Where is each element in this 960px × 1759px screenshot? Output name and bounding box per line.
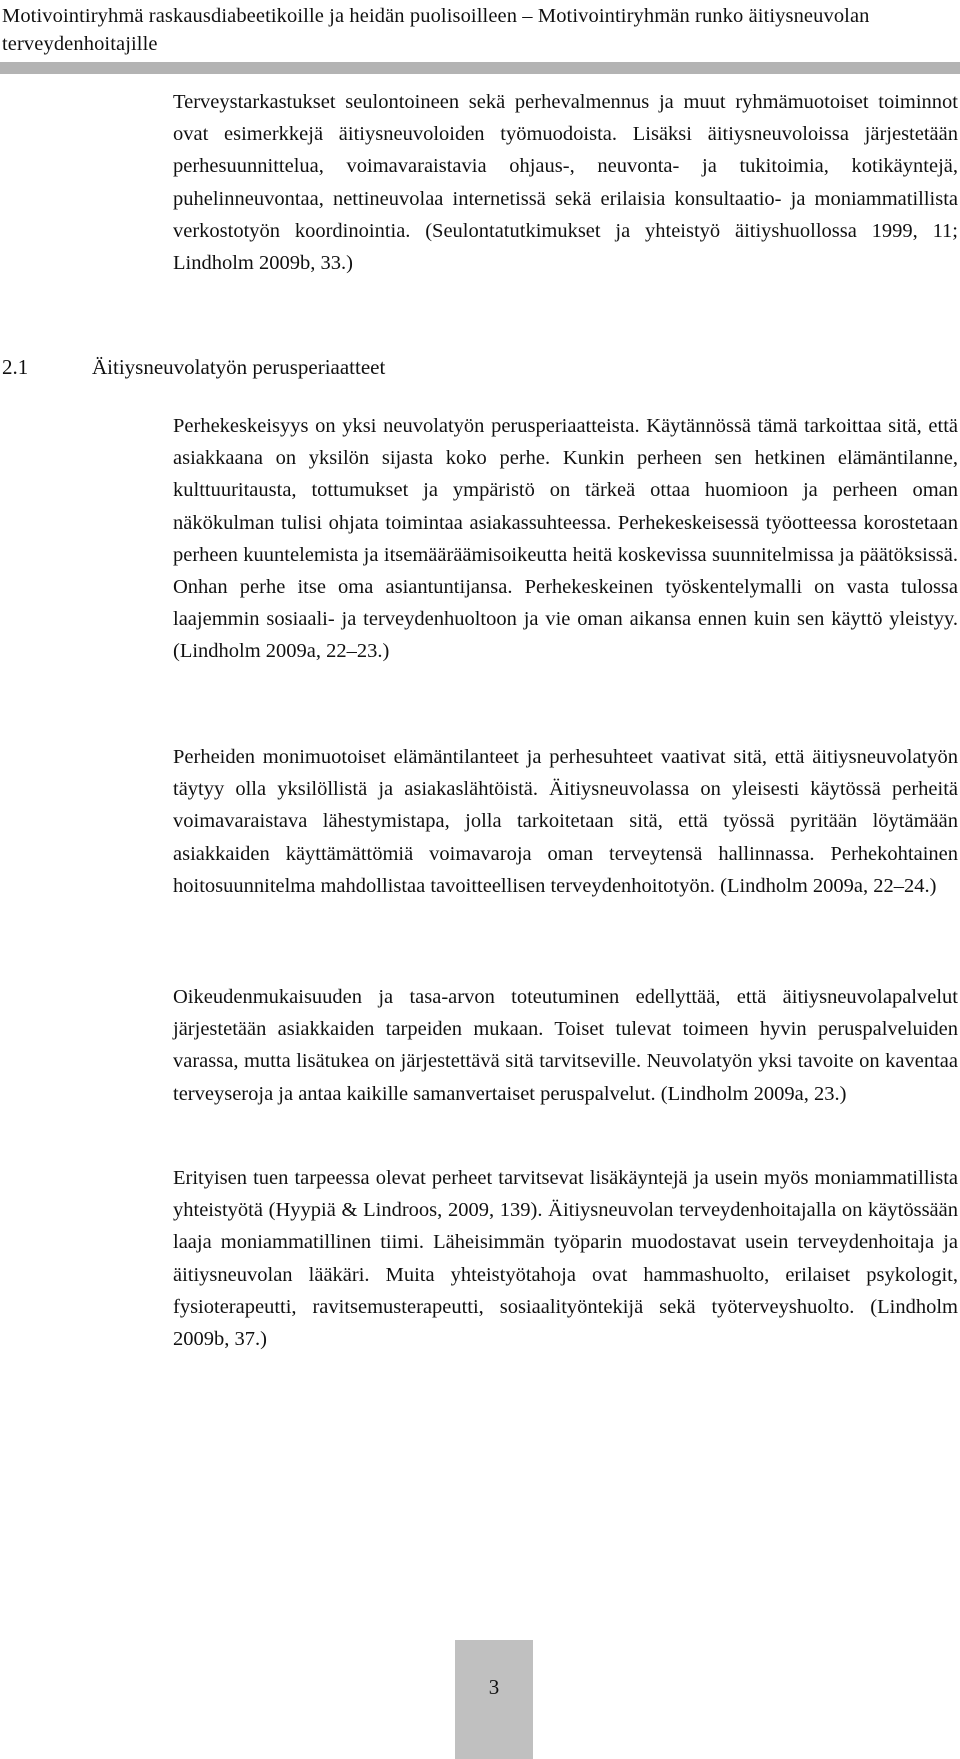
paragraph-4-block (173, 1162, 958, 1355)
intro-block (173, 86, 958, 279)
running-title: Motivointiryhmä raskausdiabeetikoille ja heidän puolisoilleen – Motivointiryhmän runko äitiysneuvolan terveydenhoitajille (2, 5, 870, 55)
paragraph: Oikeudenmukaisuuden ja tasa-arvon toteutuminen edellyttää, että äitiysneuvolapalvelut järjestetään asiakkaiden tarpeiden mukaan. Toiset tulevat toimeen hyvin peruspalveluiden varassa, mutta lisätukea on järjestettävä sitä tarvitseville. Neuvolatyön yksi tavoite on kaventaa terveyseroja ja antaa kaikille samanvertaiset peruspalvelut. (Lindholm 2009a, 23.) (173, 986, 958, 1105)
intro-paragraph: Terveystarkastukset seulontoineen sekä perhevalmennus ja muut ryhmämuotoiset toiminnot ovat esimerkkejä äitiysneuvoloiden työmuodoista. Lisäksi äitiysneuvoloissa järjestetään perhesuunnittelua, voimavaraistavia ohjaus-, neuvonta- ja tukitoimia, kotikäyntejä, puhelinneuvontaa, nettineuvolaa internetissä sekä erilaisia konsultaatio- ja moniammatillista verkostotyön koordinointia. (Seulontatutkimukset ja yhteistyö äitiyshuollossa 1999, 11; Lindholm 2009b, 33.) (173, 91, 958, 275)
paragraph-3-block (173, 981, 958, 1110)
paragraph: Erityisen tuen tarpeessa olevat perheet tarvitsevat lisäkäyntejä ja usein myös moniammatillista yhteistyötä (Hyypiä & Lindroos, 2009, 139). Äitiysneuvolan terveydenhoitajalla on käytössään laaja moniammatillinen tiimi. Läheisimmän työparin muodostavat usein terveydenhoitaja ja äitiysneuvolan lääkäri. Muita yhteistyötahoja ovat hammashuolto, erilaiset psykologit, fysioterapeutti, ravitsemusterapeutti, sosiaalityöntekijä sekä työterveyshuolto. (Lindholm 2009b, 37.) (173, 1167, 958, 1351)
section-number: 2.1 (2, 355, 29, 379)
paragraph-1-block (173, 410, 958, 668)
section-title: Äitiysneuvolatyön perusperiaatteet (92, 355, 386, 379)
paragraph-2-block (173, 741, 958, 902)
page-number: 3 (488, 1675, 500, 1699)
paragraph: Perhekeskeisyys on yksi neuvolatyön perusperiaatteista. Käytännössä tämä tarkoittaa sitä, että asiakkaana on yksilön sijasta koko perhe. Kunkin perheen sen hetkinen elämäntilanne, kulttuuritausta, tottumukset ja ympäristö on tärkeä ottaa huomioon ja perheen oman näkökulman tulisi ohjata toimintaa asiakassuhteessa. Perhekeskeisessä työotteessa korostetaan perheen kuuntelemista ja itsemääräämisoikeutta heitä koskevissa suunnitelmissa ja päätöksissä. Onhan perhe itse oma asiantuntijansa. Perhekeskeinen työskentelymalli on vasta tulossa laajemmin sosiaali- ja terveydenhuoltoon ja vie oman aikansa ennen kuin sen käyttö yleistyy. (Lindholm 2009a, 22–23.) (173, 415, 958, 663)
running-header (0, 0, 960, 58)
page-number-box (455, 1640, 533, 1759)
paragraph: Perheiden monimuotoiset elämäntilanteet ja perhesuhteet vaativat sitä, että äitiysneuvolatyön täytyy olla yksilöllistä ja asiakaslähtöistä. Äitiysneuvolassa on yleisesti käytössä perheitä voimavaraistava lähestymistapa, jolla tarkoitetaan sitä, että työssä pyritään löytämään asiakkaiden käyttämättömiä voimavaroja oman terveytensä hallinnassa. Perhekohtainen hoitosuunnitelma mahdollistaa tavoitteellisen terveydenhoitotyön. (Lindholm 2009a, 22–24.) (173, 746, 958, 897)
header-rule (0, 62, 960, 74)
